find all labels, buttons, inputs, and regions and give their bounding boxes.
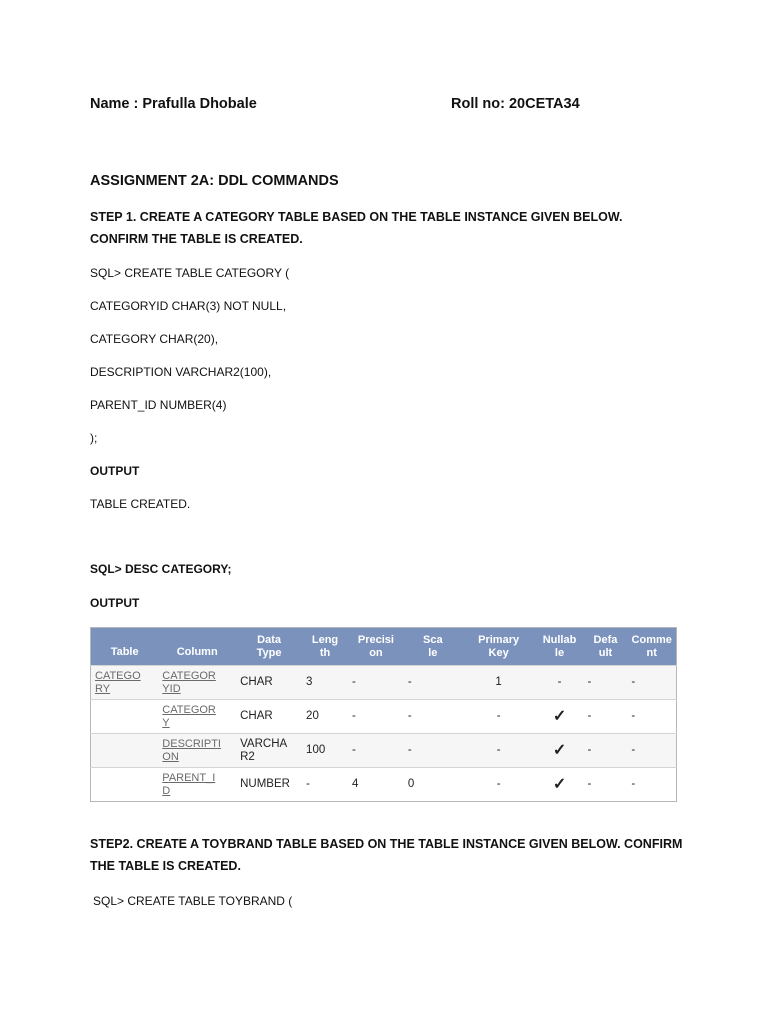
primary-key-cell: - [462, 734, 536, 768]
col-header: Comme nt [627, 628, 676, 666]
col-header: Nullab le [536, 628, 584, 666]
primary-key-cell: - [462, 768, 536, 802]
primary-key-cell: 1 [462, 666, 536, 700]
assignment-title: ASSIGNMENT 2A: DDL COMMANDS [90, 173, 339, 189]
desc-category-table [90, 627, 677, 802]
table-row [91, 700, 677, 734]
col-header: Table [91, 628, 159, 666]
precision-cell: 4 [348, 768, 404, 802]
default-cell: - [584, 666, 628, 700]
length-cell: 3 [302, 666, 348, 700]
step1-instruction [90, 206, 690, 250]
length-cell: 20 [302, 700, 348, 734]
data-type-cell: NUMBER [236, 768, 302, 802]
scale-cell: - [404, 734, 462, 768]
col-header: Defa ult [584, 628, 628, 666]
step1-line-2: CONFIRM THE TABLE IS CREATED. [90, 232, 303, 246]
step2-instruction [90, 833, 690, 877]
scale-cell: - [404, 666, 462, 700]
column-name-link[interactable]: DESCRIPTI ON [162, 737, 221, 763]
desc-command: SQL> DESC CATEGORY; [90, 562, 232, 576]
default-cell: - [584, 768, 628, 802]
primary-key-cell: - [462, 700, 536, 734]
nullable-check-icon: ✓ [536, 700, 584, 734]
nullable-check-icon: ✓ [536, 734, 584, 768]
table-name-cell [91, 700, 159, 734]
column-name-link[interactable]: PARENT_I D [162, 771, 216, 797]
data-type-cell: CHAR [236, 666, 302, 700]
table-name-link[interactable]: CATEGO RY [95, 669, 141, 695]
comment-cell: - [627, 768, 676, 802]
table-name-cell [91, 768, 159, 802]
sql-line: CATEGORY CHAR(20), [90, 332, 219, 346]
comment-cell: - [627, 666, 676, 700]
table-row [91, 666, 677, 700]
col-header: Data Type [236, 628, 302, 666]
precision-cell: - [348, 734, 404, 768]
length-cell: - [302, 768, 348, 802]
comment-cell: - [627, 734, 676, 768]
table-row [91, 734, 677, 768]
data-type-cell: CHAR [236, 700, 302, 734]
col-header: Sca le [404, 628, 462, 666]
col-header: Leng th [302, 628, 348, 666]
data-type-cell: VARCHA R2 [236, 734, 302, 768]
student-name: Name : Prafulla Dhobale [90, 96, 257, 112]
precision-cell: - [348, 700, 404, 734]
roll-number: Roll no: 20CETA34 [451, 96, 580, 112]
column-name-link[interactable]: CATEGOR Y [162, 703, 216, 729]
scale-cell: - [404, 700, 462, 734]
col-header: Primary Key [462, 628, 536, 666]
step1-line-1: STEP 1. CREATE A CATEGORY TABLE BASED ON THE TABLE INSTANCE GIVEN BELOW. [90, 210, 623, 224]
sql-line: SQL> CREATE TABLE TOYBRAND ( [93, 894, 293, 908]
precision-cell: - [348, 666, 404, 700]
comment-cell: - [627, 700, 676, 734]
column-name-link[interactable]: CATEGOR YID [162, 669, 216, 695]
output-label: OUTPUT [90, 596, 140, 610]
output-text: TABLE CREATED. [90, 497, 191, 511]
default-cell: - [584, 700, 628, 734]
length-cell: 100 [302, 734, 348, 768]
default-cell: - [584, 734, 628, 768]
sql-line: DESCRIPTION VARCHAR2(100), [90, 365, 272, 379]
table-header-row [91, 628, 677, 666]
output-label: OUTPUT [90, 464, 140, 478]
step2-line-1: STEP2. CREATE A TOYBRAND TABLE BASED ON THE TABLE INSTANCE GIVEN BELOW. CONFIRM [90, 837, 683, 851]
nullable-check-icon: ✓ [536, 768, 584, 802]
table-name-cell [91, 734, 159, 768]
step2-line-2: THE TABLE IS CREATED. [90, 859, 241, 873]
table-row [91, 768, 677, 802]
sql-line: ); [90, 431, 98, 445]
sql-line: SQL> CREATE TABLE CATEGORY ( [90, 266, 290, 280]
nullable-cell: - [536, 666, 584, 700]
sql-line: PARENT_ID NUMBER(4) [90, 398, 227, 412]
sql-line: CATEGORYID CHAR(3) NOT NULL, [90, 299, 287, 313]
col-header: Precisi on [348, 628, 404, 666]
col-header: Column [158, 628, 236, 666]
scale-cell: 0 [404, 768, 462, 802]
